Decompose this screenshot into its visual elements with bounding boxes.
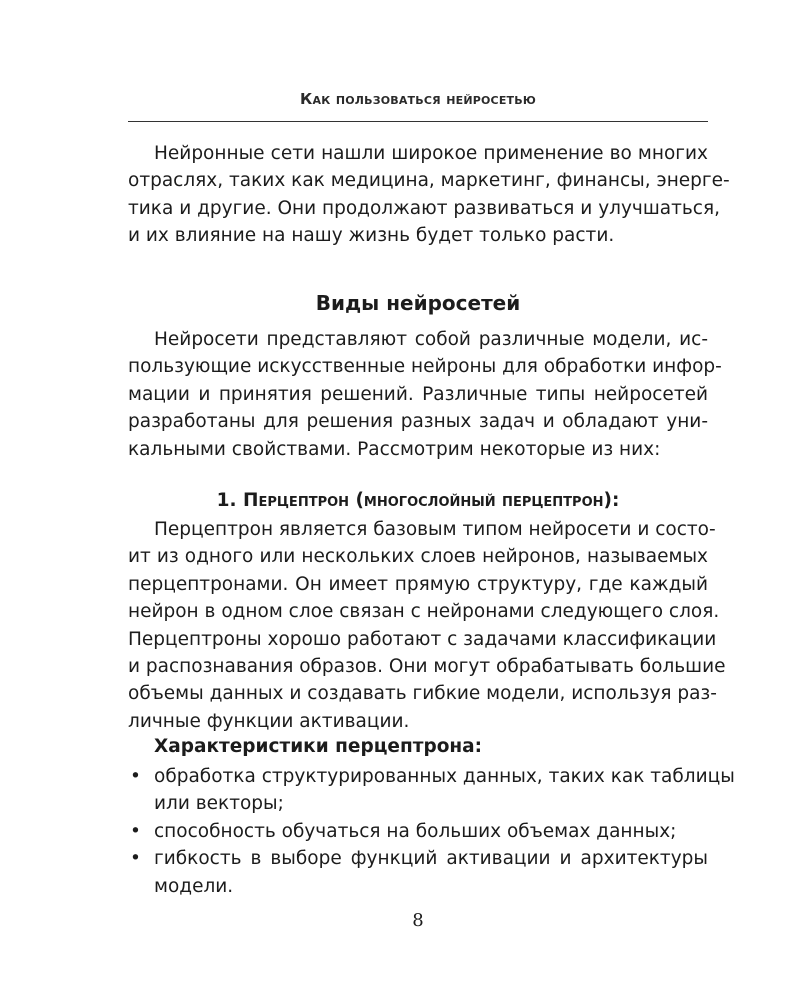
paragraph-line: отраслях, таких как медицина, маркетинг, финансы, энерге-: [128, 170, 730, 192]
paragraph-line: перцептронами. Он имеет прямую структуру, где каждый: [128, 573, 708, 595]
paragraph-line: нейрон в одном слое связан с нейронами следующего слоя.: [128, 601, 720, 623]
list-item-line: обработка структурированных данных, таких как таблицы: [154, 766, 735, 787]
bullet-icon: •: [130, 766, 141, 787]
perceptron-paragraph: [128, 516, 726, 735]
section-paragraph: [128, 326, 722, 463]
list-item: [128, 763, 735, 818]
characteristics-heading: Характеристики перцептрона:: [154, 736, 483, 757]
list-item: [128, 845, 708, 900]
running-header-title: Как пользоваться нейросетью: [300, 90, 536, 108]
paragraph-line: Нейронные сети нашли широкое применение во многих: [154, 143, 708, 164]
paragraph-line: ит из одного или нескольких слоев нейронов, называемых: [128, 546, 708, 568]
header-rule: [128, 121, 708, 122]
paragraph-line: личные функции активации.: [128, 710, 410, 732]
paragraph-line: и распознавания образов. Они могут обрабатывать большие: [128, 656, 726, 678]
paragraph-line: мации и принятия решений. Различные типы нейросетей: [128, 383, 708, 405]
list-item-line: или векторы;: [154, 793, 284, 815]
list-item-line: способность обучаться на больших объемах данных;: [154, 820, 677, 842]
subsection-number: 1.: [216, 490, 237, 511]
characteristics-list: [128, 763, 735, 900]
paragraph-line: и их влияние на нашу жизнь будет только расти.: [128, 225, 615, 247]
intro-paragraph: [128, 140, 730, 250]
section-heading: Виды нейросетей: [315, 291, 521, 315]
subsection-title: Перцептрон (многослойный перцептрон):: [242, 490, 620, 511]
paragraph-line: пользующие искусственные нейроны для обработки инфор-: [128, 356, 722, 378]
list-item: [128, 818, 708, 845]
paragraph-line: тика и другие. Они продолжают развиваться и улучшаться,: [128, 197, 720, 219]
paragraph-line: разработаны для решения разных задач и обладают уни-: [128, 411, 708, 433]
page-number: 8: [412, 910, 424, 931]
paragraph-line: объемы данных и создавать гибкие модели, используя раз-: [128, 683, 717, 705]
list-item-line: гибкость в выборе функций активации и архитектуры: [154, 848, 708, 870]
bullet-icon: •: [130, 848, 141, 870]
paragraph-line: Нейросети представляют собой различные модели, ис-: [154, 329, 708, 350]
paragraph-line: Перцептрон является базовым типом нейросети и состо-: [154, 519, 716, 540]
paragraph-line: кальными свойствами. Рассмотрим некоторые из них:: [128, 438, 661, 460]
bullet-icon: •: [130, 820, 141, 842]
list-item-line: модели.: [154, 875, 234, 897]
paragraph-line: Перцептроны хорошо работают с задачами классификации: [128, 628, 717, 650]
subsection-heading: [128, 490, 708, 511]
